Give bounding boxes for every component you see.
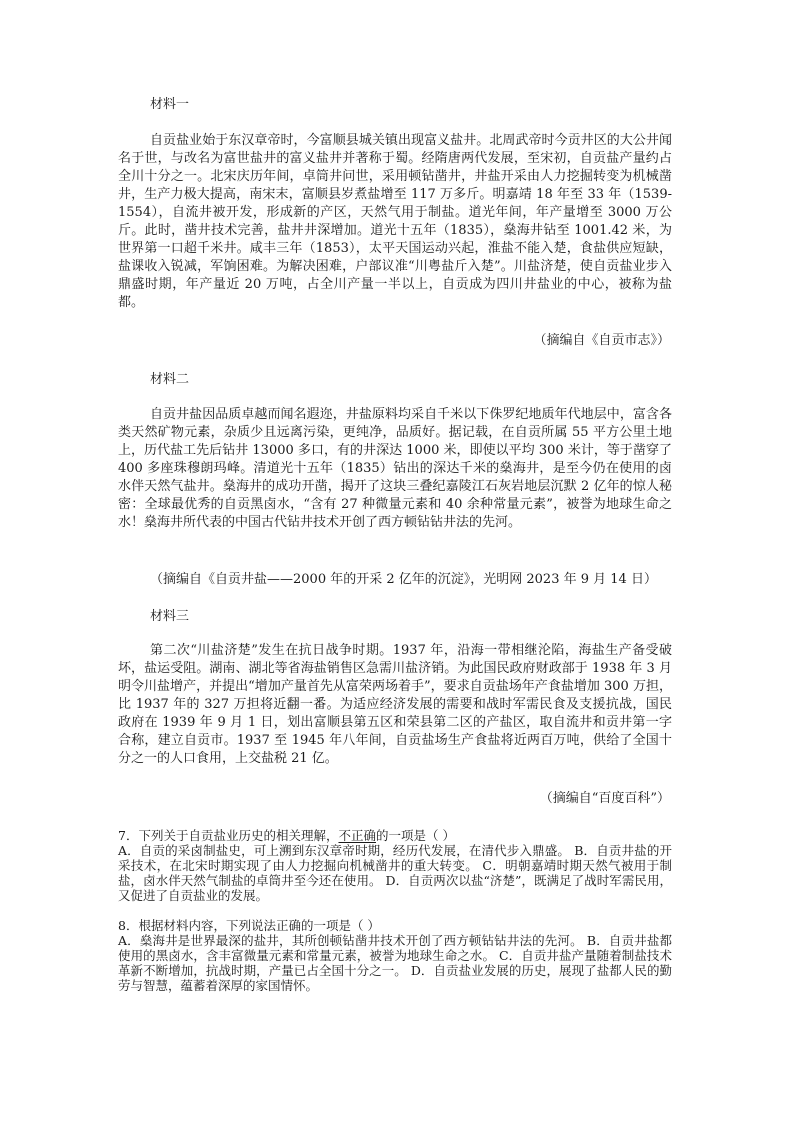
material-2-heading: 材料二 [150,372,190,387]
question-8-options: A．燊海井是世界最深的盐井，其所创顿钻凿井技术开创了西方顿钻钻井法的先河。 B．自贡井盐都使用的黑卤水，含丰富微量元素和常量元素，被誉为地球生命之水。 C．自贡井盐产量随着制盐技术革新不断增加，抗战时期，产量已占全国十分之一。 D．自贡盐业发展的历史，展现了盐都人民的勤劳与智慧，蕴蓄着深厚的家国情怀。 [118,933,672,993]
question-7-stem [118,828,672,843]
question-7-stem-prefix: 7．下列关于自贡盐业历史的相关理解， [118,828,339,843]
material-1-paragraph: 自贡盐业始于东汉章帝时，今富顺县城关镇出现富义盐井。北周武帝时今贡井区的大公井闻名于世，与改名为富世盐井的富义盐井并著称于蜀。经隋唐两代发展，至宋初，自贡盐产量约占全川十分之一。北宋庆历年间，卓筒井问世，采用顿钻凿井，井盐开采由人力挖掘转变为机械凿井，生产力极大提高，南宋末，富顺县岁煮盐增至 117 万多斤。明嘉靖 18 年至 33 年（1539-1554），自流井被开发，形成新的产区，天然气用于制盐。道光年间，年产量增至 3000 万公斤。此时，凿井技术完善，盐井井深增加。道光十五年（1835），燊海井钻至 1001.42 米，为世界第一口超千米井。咸丰三年（1853），太平天国运动兴起，淮盐不能入楚，食盐供应短缺，盐课收入锐减，军饷困难。为解决困难，户部议准“川粤盐斤入楚”。川盐济楚，使自贡盐业步入鼎盛时期，年产量近 20 万吨，占全川产量一半以上，自贡成为四川井盐业的中心，被称为盐都。 [118,133,672,310]
question-7-stem-emphasis: 不正确 [338,828,376,843]
material-3-source: （摘编自“百度百科”） [539,791,670,806]
material-3-heading: 材料三 [150,609,190,624]
material-1-heading: 材料一 [150,97,190,112]
material-2-source: （摘编自《自贡井盐——2000 年的开采 2 亿年的沉淀》，光明网 2023 年 9 月 14 日） [150,572,657,587]
question-7-stem-suffix: 的一项是（ ） [375,828,455,843]
material-2-body [118,406,672,532]
material-3-body [118,642,672,768]
material-1-source: （摘编自《自贡市志》） [533,333,670,348]
question-8-stem [118,918,672,933]
material-3-paragraph: 第二次“川盐济楚”发生在抗日战争时期。1937 年，沿海一带相继沦陷，海盐生产备受破坏，盐运受阻。湖南、湖北等省海盐销售区急需川盐济销。为此国民政府财政部于 1938 年 3 月明令川盐增产，并提出“增加产量首先从富荣两场着手”，要求自贡盐场年产食盐增加 300 万担，比 1937 年的 327 万担将近翻一番。为适应经济发展的需要和战时军需民食及支援抗战，国民政府在 1939 年 9 月 1 日，划出富顺县第五区和荣县第二区的产盐区，取自流井和贡井第一字合称，建立自贡市。1937 至 1945 年八年间，自贡盐场生产食盐将近两百万吨，供给了全国十分之一的人口食用，上交盐税 21 亿。 [118,643,672,766]
question-8-stem-prefix: 8．根据材料内容，下列说法正确的一项是（ ） [118,918,380,933]
question-7 [118,828,672,903]
question-7-options: A．自贡的采卤制盐史，可上溯到东汉章帝时期，经历代发展，在清代步入鼎盛。 B．自贡井盐的开采技术，在北宋时期实现了由人力挖掘向机械凿井的重大转变。 C．明朝嘉靖时期天然气被用于制盐，卤水伴天然气制盐的卓筒井至今还在使用。 D．自贡两次以盐“济楚”，既满足了战时军需民用，又促进了自贡盐业的发展。 [118,843,672,903]
question-8 [118,918,672,993]
material-2-paragraph: 自贡井盐因品质卓越而闻名遐迩，井盐原料均采自千米以下侏罗纪地质年代地层中，富含各类天然矿物元素，杂质少且远离污染，更纯净，品质好。据记载，在自贡所属 55 平方公里土地上，历代盐工先后钻井 13000 多口，有的井深达 1000 米，即使以平均 300 米计，等于凿穿了 400 多座珠穆朗玛峰。清道光十五年（1835）钻出的深达千米的燊海井，是至今仍在使用的卤水伴天然气盐井。燊海井的成功开凿，揭开了这块三叠纪嘉陵江石灰岩地层沉默 2 亿年的惊人秘密：全球最优秀的自贡黑卤水，“含有 27 种微量元素和 40 余种常量元素”，被誉为地球生命之水！燊海井所代表的中国古代钻井技术开创了西方顿钻钻井法的先河。 [118,407,672,530]
material-1-body [118,132,672,312]
